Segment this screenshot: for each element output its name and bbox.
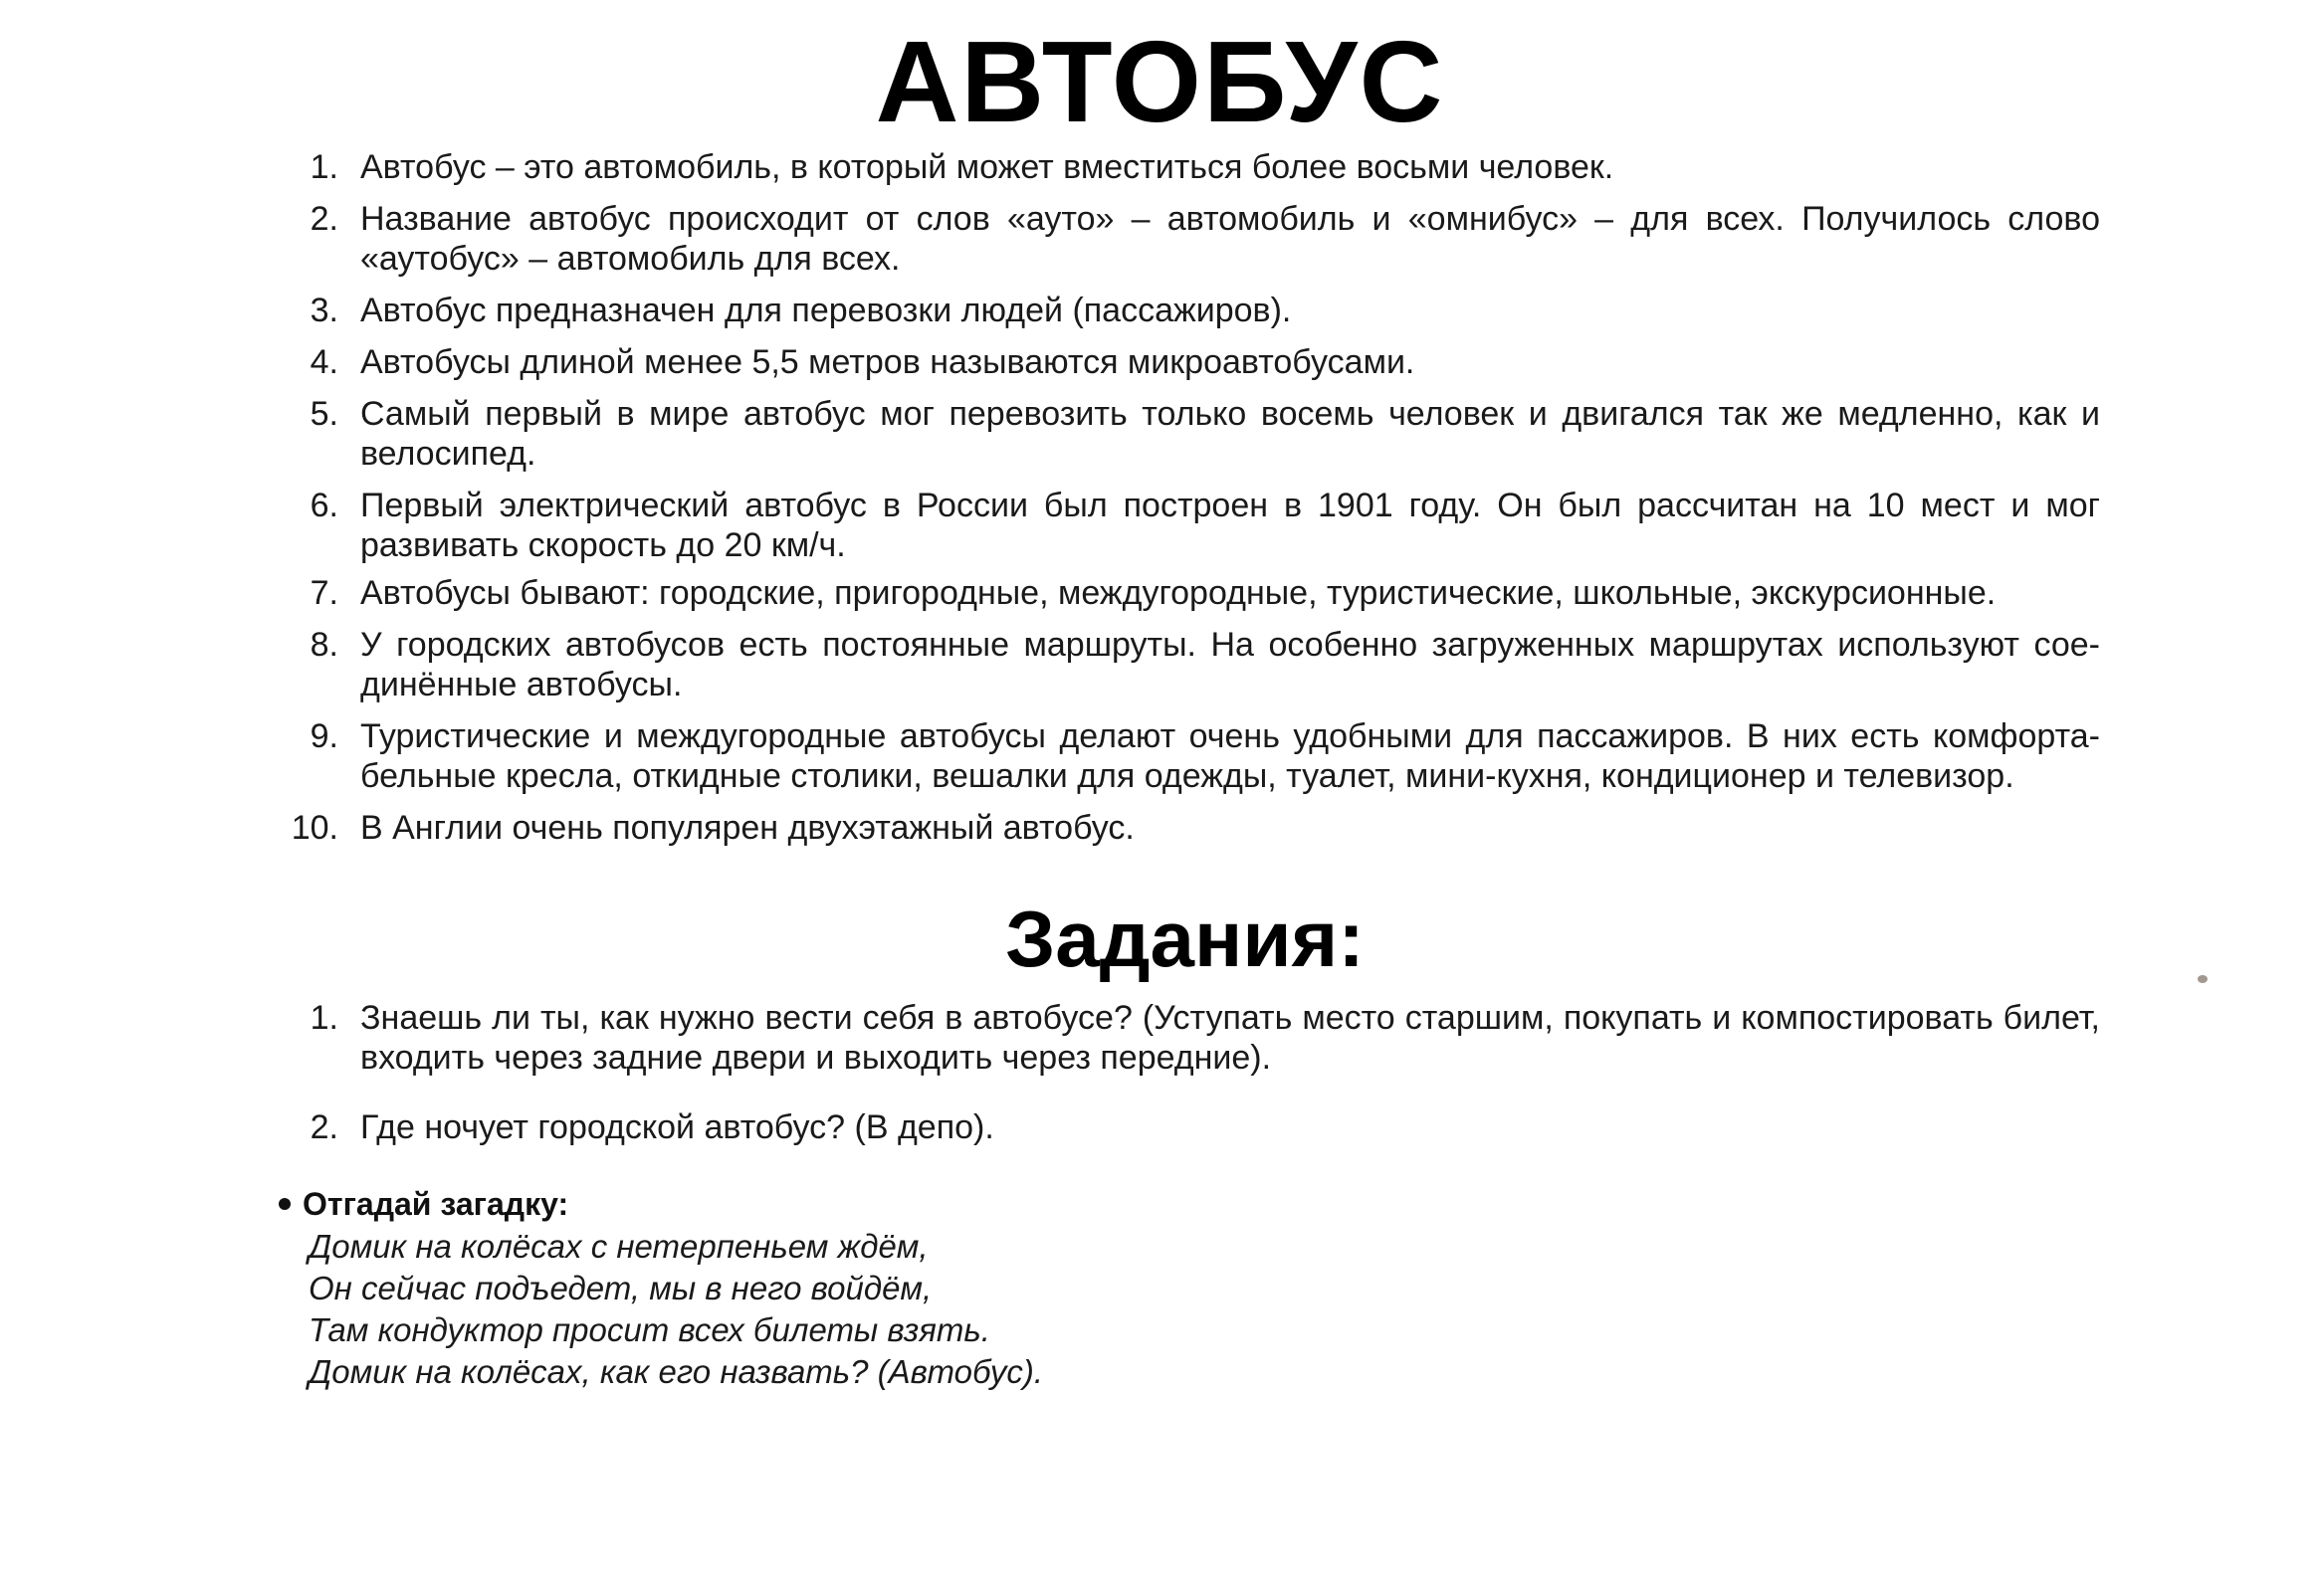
riddle-line: Домик на колёсах, как его назвать? (Автобус). (309, 1353, 1043, 1390)
fact-number: 7. (310, 574, 338, 612)
fact-item (275, 808, 2100, 848)
riddle-line: Он сейчас подъедет, мы в него войдём, (309, 1270, 933, 1306)
tasks-list (275, 998, 2100, 1177)
fact-text: Автобус – это автомобиль, в который может вместиться более восьми человек. (360, 148, 1614, 186)
fact-text: Автобусы длиной менее 5,5 метров называются микроавтобусами. (360, 343, 1415, 381)
scan-speck (2198, 975, 2208, 983)
fact-item (275, 394, 2100, 474)
riddle-poem (309, 1226, 1473, 1393)
fact-number: 8. (310, 626, 338, 664)
riddle-heading: Отгадай загадку: (303, 1186, 569, 1222)
fact-text: Автобусы бывают: городские, пригородные, междугородные, туристические, школьные, экскурсионные. (360, 574, 1997, 612)
fact-text: Самый первый в мире автобус мог перевозить только восемь человек и двигался так же медленно, как и велосипед. (360, 395, 2100, 473)
fact-text: Название автобус происходит от слов «ауто» – автомобиль и «омнибус» – для всех. Получилось слово «аутобус» – автомобиль для всех. (360, 200, 2100, 278)
tasks-title: Задания: (1005, 895, 1365, 983)
fact-number: 9. (310, 717, 338, 755)
task-item (275, 1107, 2100, 1147)
fact-text: В Англии очень популярен двухэтажный автобус. (360, 809, 1135, 847)
fact-item (275, 716, 2100, 796)
fact-text: У городских автобусов есть постоянные маршруты. На особенно загруженных маршрутах используют соединённые автобусы. (360, 626, 2100, 703)
fact-item (275, 625, 2100, 704)
riddle-block (279, 1184, 1473, 1393)
facts-list (275, 147, 2100, 860)
fact-number: 2. (310, 200, 338, 238)
fact-text: Автобус предназначен для перевозки людей (пассажиров). (360, 292, 1292, 329)
fact-item (275, 573, 2100, 613)
fact-number: 4. (310, 343, 338, 381)
task-text: Знаешь ли ты, как нужно вести себя в автобусе? (Уступать место старшим, покупать и компостировать билет, входить через задние двери и выходить через передние). (360, 999, 2100, 1077)
fact-item (275, 291, 2100, 330)
fact-item (275, 486, 2100, 565)
task-number: 2. (310, 1108, 338, 1146)
riddle-line: Домик на колёсах с нетерпеньем ждём, (309, 1228, 929, 1265)
page-title: АВТОБУС (875, 17, 1445, 146)
fact-item (275, 147, 2100, 187)
task-text: Где ночует городской автобус? (В депо). (360, 1108, 994, 1146)
riddle-heading-row (279, 1184, 1473, 1224)
fact-number: 1. (310, 148, 338, 186)
fact-number: 5. (310, 395, 338, 433)
fact-text: Первый электрический автобус в России был построен в 1901 году. Он был рассчитан на 10 мест и мог развивать скорость до 20 км/ч. (360, 487, 2100, 564)
fact-item (275, 342, 2100, 382)
bullet-icon (279, 1198, 291, 1210)
fact-number: 6. (310, 487, 338, 524)
riddle-line: Там кондуктор просит всех билеты взять. (309, 1311, 990, 1348)
fact-text: Туристические и междугородные автобусы делают очень удобными для пассажиров. В них есть комфортабельные кресла, откидные столики, вешалки для одежды, туалет, мини-кухня, кондиционер и телевизор. (360, 717, 2100, 795)
task-item (275, 998, 2100, 1078)
task-number: 1. (310, 999, 338, 1037)
fact-number: 10. (291, 809, 338, 847)
fact-item (275, 199, 2100, 279)
fact-number: 3. (310, 292, 338, 329)
